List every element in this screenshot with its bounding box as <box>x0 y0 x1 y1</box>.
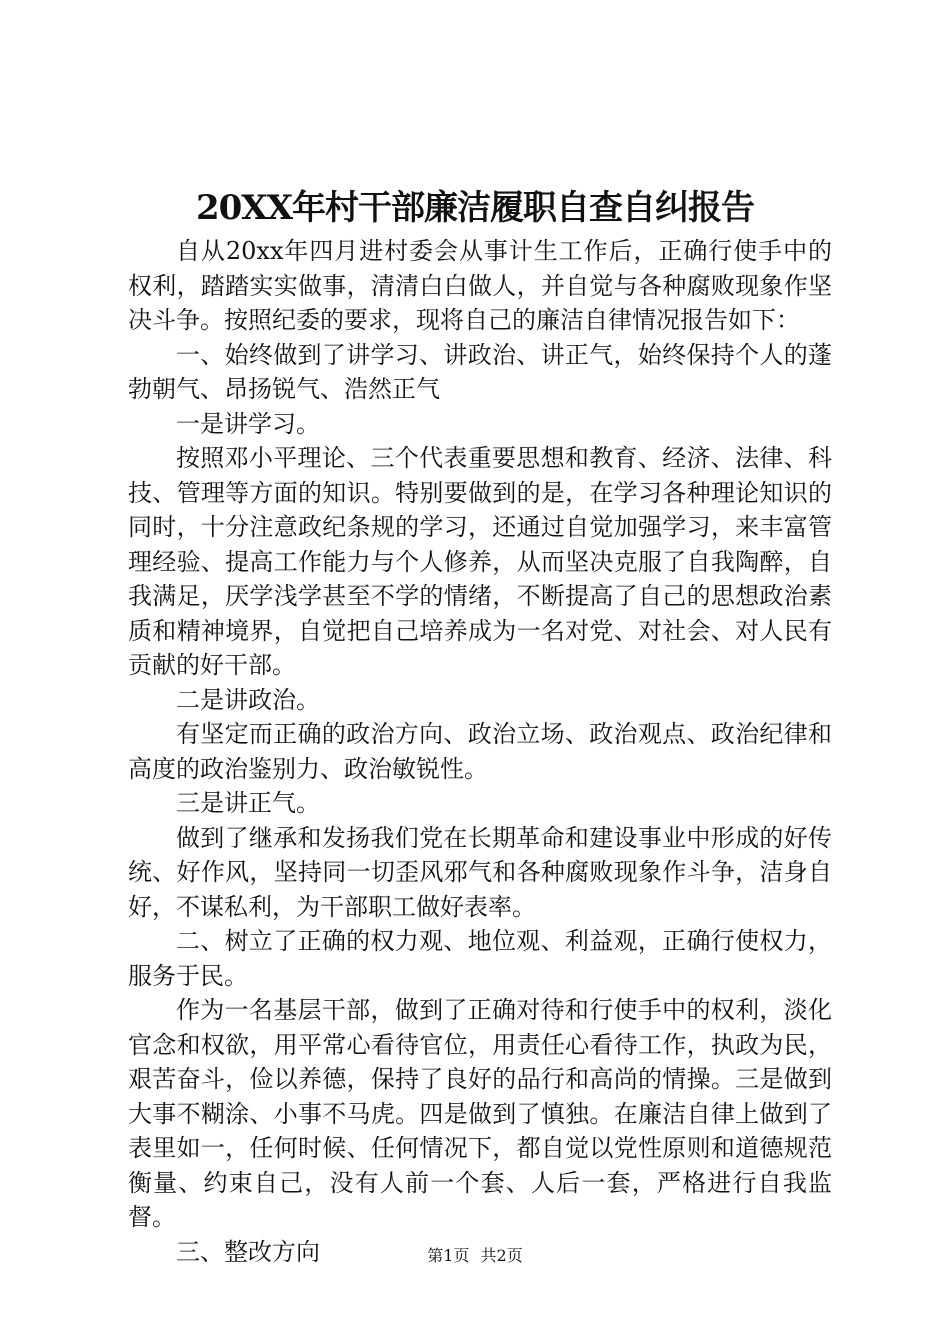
paragraph-integrity-body: 做到了继承和发扬我们党在长期革命和建设事业中形成的好传统、好作风，坚持同一切歪风邪气和各种腐败现象作斗争，洁身自好，不谋私利，为干部职工做好表率。 <box>128 823 832 921</box>
document-title: 20XX年村干部廉洁履职自查自纠报告 <box>195 188 755 228</box>
paragraph-integrity-heading: 三是讲正气。 <box>176 789 320 817</box>
paragraph-politics-body: 有坚定而正确的政治方向、政治立场、政治观点、政治纪律和高度的政治鉴别力、政治敏锐性。 <box>128 720 832 783</box>
page-number: 第1页 <box>427 1246 470 1265</box>
document-body <box>128 234 832 1269</box>
paragraph-section-1-heading: 一、始终做到了讲学习、讲政治、讲正气，始终保持个人的蓬勃朝气、昂扬锐气、浩然正气 <box>128 340 832 403</box>
paragraph-section-2-heading: 二、树立了正确的权力观、地位观、利益观，正确行使权力，服务于民。 <box>128 927 832 990</box>
page-total: 共2页 <box>480 1246 523 1265</box>
paragraph-intro: 自从20xx年四月进村委会从事计生工作后，正确行使手中的权利，踏踏实实做事，清清白白做人，并自觉与各种腐败现象作坚决斗争。按照纪委的要求，现将自己的廉洁自律情况报告如下： <box>128 237 832 334</box>
paragraph-section-3-heading: 三、整改方向 <box>176 1237 320 1266</box>
page-footer <box>0 1244 950 1268</box>
paragraph-study-body: 按照邓小平理论、三个代表重要思想和教育、经济、法律、科技、管理等方面的知识。特别要做到的是，在学习各种理论知识的同时，十分注意政纪条规的学习，还通过自觉加强学习，来丰富管理经验、提高工作能力与个人修养，从而坚决克服了自我陶醉，自我满足，厌学浅学甚至不学的情绪，不断提高了自己的思想政治素质和精神境界，自觉把自己培养成为一名对党、对社会、对人民有贡献的好干部。 <box>128 444 832 679</box>
paragraph-politics-heading: 二是讲政治。 <box>176 685 320 714</box>
paragraph-section-2-body: 作为一名基层干部，做到了正确对待和行使手中的权利，淡化官念和权欲，用平常心看待官位，用责任心看待工作，执政为民，艰苦奋斗，俭以养德，保持了良好的品行和高尚的情操。三是做到大事不糊涂、小事不马虎。四是做到了慎独。在廉洁自律上做到了表里如一，任何时候、任何情况下，都自觉以党性原则和道德规范衡量、约束自己，没有人前一个套、人后一套，严格进行自我监督。 <box>128 996 832 1231</box>
paragraph-study-heading: 一是讲学习。 <box>176 409 320 438</box>
